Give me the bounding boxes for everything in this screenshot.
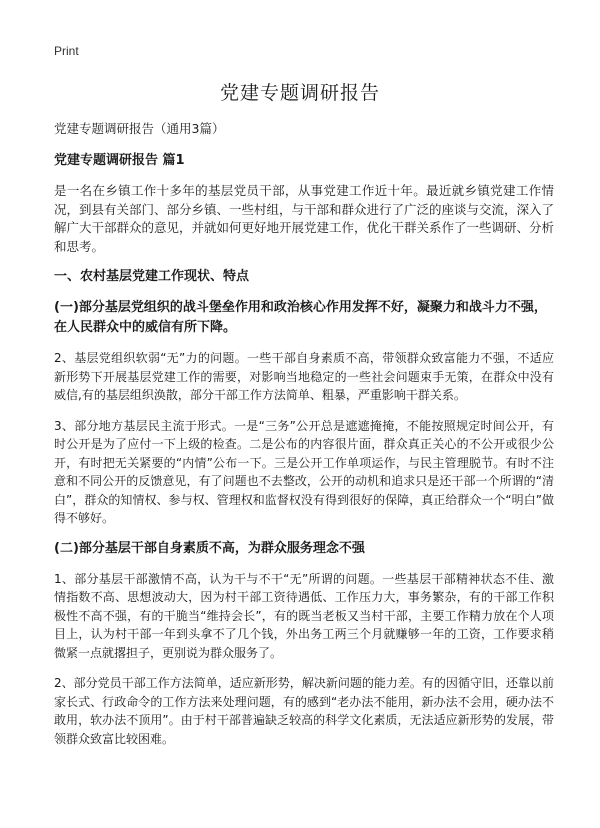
part1-heading: 一、农村基层党建工作现状、特点	[54, 269, 250, 284]
document-subtitle: 党建专题调研报告（通用3篇）	[54, 121, 225, 136]
print-link[interactable]: Print	[54, 44, 79, 58]
document-title: 党建专题调研报告	[219, 82, 380, 104]
subsection2-heading: (二)部分基层干部自身素质不高，为群众服务理念不强	[54, 540, 365, 556]
paragraph-point-2: 2、基层党组织软弱“无”力的问题。一些干部自身素质不高，带领群众致富能力不强，不适应新形势下开展基层党建工作的需要，对影响当地稳定的一些社会问题束手无策，在群众中没有威信,有的基层组织涣散，部分干部工作方法简单、粗暴，严重影响干群关系。	[54, 351, 554, 402]
section-title: 党建专题调研报告 篇1	[54, 153, 185, 168]
paragraph-sub2-point-1: 1、部分基层干部激情不高，认为干与不干“无”所谓的问题。一些基层干部精神状态不佳、激情指数不高、思想波动大，因为村干部工资待遇低、工作压力大，事务繁杂，有的干部工作积极性不高不强，有的干脆当“维持会长”，有的既当老板又当村干部，主要工作精力放在个人项目上，认为村干部一年到头拿不了几个钱，外出务工两三个月就赚够一年的工资，工作要求稍微紧一点就撂担子，更别说为群众服务了。	[54, 571, 554, 660]
document-body	[54, 120, 554, 760]
intro-paragraph: 是一名在乡镇工作十多年的基层党员干部，从事党建工作近十年。最近就乡镇党建工作情况，到县有关部门、部分乡镇、一些村组，与干部和群众进行了广泛的座谈与交流，深入了解广大干部群众的意见，并就如何更好地开展党建工作，优化干群关系作了一些调研、分析和思考。	[54, 183, 555, 254]
paragraph-sub2-point-2: 2、部分党员干部工作方法简单，适应新形势，解决新问题的能力差。有的因循守旧，还靠以前家长式、行政命令的工作方法来处理问题，有的感到“老办法不能用，新办法不会用，硬办法不敢用，软办法不顶用”。由于村干部普遍缺乏较高的科学文化素质，无法适应新形势的发展，带领群众致富比较困难。	[54, 676, 554, 746]
paragraph-point-3: 3、部分地方基层民主流于形式。一是“三务”公开总是遮遮掩掩，不能按照规定时间公开，有时公开是为了应付一下上级的检查。二是公布的内容很片面，群众真正关心的不公开或很少公开，有时把无关紧要的“内情”公布一下。三是公开工作单项运作，与民主管理脱节。有时不注意和不同公开的反馈意见，有了问题也不去整改，公开的动机和追求只是还干部一个所谓的“清白”，群众的知情权、参与权、管理权和监督权没有得到很好的保障，真正给群众一个“明白”做得不够好。	[54, 418, 554, 525]
subsection1-heading: (一)部分基层党组织的战斗堡垒作用和政治核心作用发挥不好，凝聚力和战斗力不强，在人民群众中的威信有所下降。	[54, 300, 547, 335]
